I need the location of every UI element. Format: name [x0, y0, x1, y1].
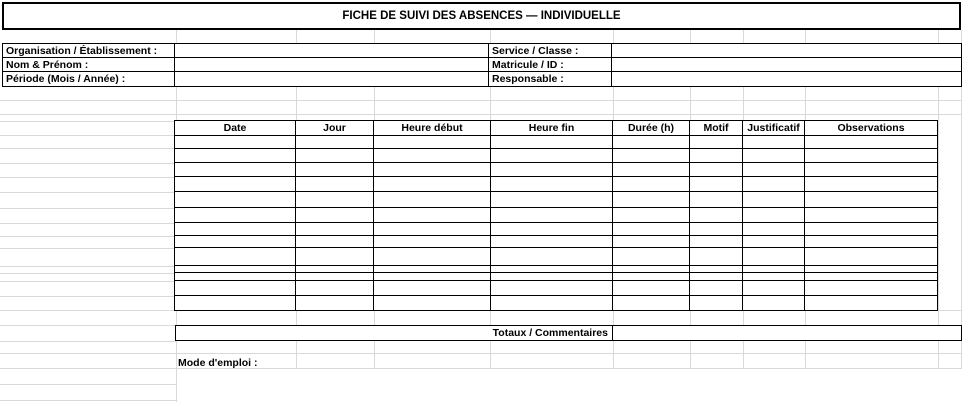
table-cell[interactable]	[805, 273, 938, 281]
table-cell[interactable]	[805, 281, 938, 296]
table-row	[175, 266, 938, 273]
table-cell[interactable]	[743, 223, 805, 236]
table-cell[interactable]	[613, 177, 690, 192]
table-cell[interactable]	[491, 136, 613, 149]
table-cell[interactable]	[374, 296, 491, 311]
table-cell[interactable]	[491, 192, 613, 208]
table-cell[interactable]	[613, 163, 690, 177]
table-cell[interactable]	[743, 266, 805, 273]
table-cell[interactable]	[296, 163, 374, 177]
table-cell[interactable]	[175, 236, 296, 248]
table-cell[interactable]	[491, 177, 613, 192]
table-cell[interactable]	[743, 208, 805, 223]
table-cell[interactable]	[743, 177, 805, 192]
table-cell[interactable]	[805, 177, 938, 192]
table-cell[interactable]	[613, 192, 690, 208]
table-cell[interactable]	[613, 223, 690, 236]
field-label-responsable: Responsable :	[489, 72, 612, 86]
table-cell[interactable]	[743, 136, 805, 149]
table-cell[interactable]	[743, 248, 805, 266]
column-header-observations: Observations	[805, 121, 938, 136]
table-row	[175, 248, 938, 266]
field-label-organisation: Organisation / Établissement :	[3, 44, 175, 58]
table-cell[interactable]	[491, 223, 613, 236]
table-cell[interactable]	[743, 163, 805, 177]
table-cell[interactable]	[613, 248, 690, 266]
table-row	[175, 296, 938, 311]
field-label-service: Service / Classe :	[489, 44, 612, 58]
table-cell[interactable]	[690, 149, 743, 163]
table-cell[interactable]	[374, 192, 491, 208]
table-cell[interactable]	[613, 266, 690, 273]
table-cell[interactable]	[613, 136, 690, 149]
column-header-date: Date	[175, 121, 296, 136]
field-input-responsable[interactable]	[612, 72, 961, 86]
table-cell[interactable]	[613, 296, 690, 311]
table-cell[interactable]	[491, 149, 613, 163]
table-cell[interactable]	[690, 208, 743, 223]
field-label-periode: Période (Mois / Année) :	[3, 72, 175, 86]
table-cell[interactable]	[690, 296, 743, 311]
table-cell[interactable]	[690, 177, 743, 192]
table-row	[175, 192, 938, 208]
totals-label: Totaux / Commentaires	[176, 326, 613, 340]
table-cell[interactable]	[374, 149, 491, 163]
table-cell[interactable]	[175, 192, 296, 208]
header-fields	[2, 43, 962, 87]
table-row	[175, 236, 938, 248]
table-row	[175, 273, 938, 281]
table-cell[interactable]	[805, 236, 938, 248]
table-row	[175, 177, 938, 192]
field-input-organisation[interactable]	[175, 44, 489, 58]
table-cell[interactable]	[805, 192, 938, 208]
table-cell[interactable]	[296, 281, 374, 296]
table-cell[interactable]	[374, 273, 491, 281]
table-cell[interactable]	[491, 296, 613, 311]
table-cell[interactable]	[491, 273, 613, 281]
column-header-justificatif: Justificatif	[743, 121, 805, 136]
field-label-nom-prenom: Nom & Prénom :	[3, 58, 175, 72]
table-cell[interactable]	[690, 223, 743, 236]
table-cell[interactable]	[296, 208, 374, 223]
table-cell[interactable]	[743, 281, 805, 296]
table-cell[interactable]	[690, 163, 743, 177]
table-cell[interactable]	[374, 136, 491, 149]
table-cell[interactable]	[805, 149, 938, 163]
table-cell[interactable]	[296, 266, 374, 273]
absence-table	[174, 120, 938, 311]
table-cell[interactable]	[491, 266, 613, 273]
table-cell[interactable]	[296, 223, 374, 236]
table-cell[interactable]	[175, 223, 296, 236]
table-cell[interactable]	[690, 266, 743, 273]
table-row	[175, 163, 938, 177]
table-cell[interactable]	[175, 273, 296, 281]
table-cell[interactable]	[743, 236, 805, 248]
field-input-matricule[interactable]	[612, 58, 961, 72]
table-cell[interactable]	[491, 281, 613, 296]
table-cell[interactable]	[690, 136, 743, 149]
table-cell[interactable]	[175, 208, 296, 223]
table-cell[interactable]	[175, 136, 296, 149]
table-cell[interactable]	[690, 248, 743, 266]
table-cell[interactable]	[613, 281, 690, 296]
column-header-motif: Motif	[690, 121, 743, 136]
field-input-periode[interactable]	[175, 72, 489, 86]
table-cell[interactable]	[374, 248, 491, 266]
table-cell[interactable]	[296, 149, 374, 163]
table-cell[interactable]	[296, 136, 374, 149]
table-cell[interactable]	[296, 248, 374, 266]
field-input-nom-prenom[interactable]	[175, 58, 489, 72]
table-cell[interactable]	[743, 149, 805, 163]
form-title: FICHE DE SUIVI DES ABSENCES — INDIVIDUELLE	[2, 2, 961, 30]
field-label-matricule: Matricule / ID :	[489, 58, 612, 72]
table-cell[interactable]	[690, 281, 743, 296]
table-cell[interactable]	[296, 236, 374, 248]
table-cell[interactable]	[805, 163, 938, 177]
table-cell[interactable]	[743, 296, 805, 311]
totals-row	[175, 325, 962, 341]
table-cell[interactable]	[743, 192, 805, 208]
column-header-durée-h-: Durée (h)	[613, 121, 690, 136]
table-cell[interactable]	[491, 208, 613, 223]
table-cell[interactable]	[805, 266, 938, 273]
table-cell[interactable]	[374, 177, 491, 192]
table-cell[interactable]	[805, 223, 938, 236]
table-cell[interactable]	[175, 296, 296, 311]
table-cell[interactable]	[374, 223, 491, 236]
totals-value-cell[interactable]	[613, 326, 961, 340]
column-header-heure-fin: Heure fin	[491, 121, 613, 136]
table-cell[interactable]	[613, 236, 690, 248]
table-cell[interactable]	[491, 163, 613, 177]
absence-table-header-row	[175, 121, 938, 136]
table-cell[interactable]	[613, 273, 690, 281]
table-cell[interactable]	[613, 149, 690, 163]
table-cell[interactable]	[690, 273, 743, 281]
field-input-service[interactable]	[612, 44, 961, 58]
absence-table-body	[175, 136, 938, 311]
table-cell[interactable]	[690, 192, 743, 208]
table-cell[interactable]	[296, 192, 374, 208]
table-cell[interactable]	[175, 149, 296, 163]
table-cell[interactable]	[175, 248, 296, 266]
table-cell[interactable]	[491, 248, 613, 266]
table-cell[interactable]	[690, 236, 743, 248]
table-row	[175, 208, 938, 223]
table-row	[175, 281, 938, 296]
table-cell[interactable]	[374, 281, 491, 296]
table-cell[interactable]	[296, 296, 374, 311]
table-cell[interactable]	[175, 281, 296, 296]
table-cell[interactable]	[805, 296, 938, 311]
table-row	[175, 149, 938, 163]
table-row	[175, 223, 938, 236]
table-cell[interactable]	[175, 266, 296, 273]
table-cell[interactable]	[175, 177, 296, 192]
mode-demploi-label: Mode d'emploi :	[178, 357, 258, 369]
table-cell[interactable]	[296, 177, 374, 192]
table-cell[interactable]	[374, 208, 491, 223]
table-cell[interactable]	[175, 163, 296, 177]
table-cell[interactable]	[374, 163, 491, 177]
column-header-heure-début: Heure début	[374, 121, 491, 136]
table-cell[interactable]	[374, 266, 491, 273]
table-cell[interactable]	[805, 248, 938, 266]
table-row	[175, 136, 938, 149]
table-cell[interactable]	[805, 208, 938, 223]
table-cell[interactable]	[296, 273, 374, 281]
table-cell[interactable]	[374, 236, 491, 248]
table-cell[interactable]	[743, 273, 805, 281]
column-header-jour: Jour	[296, 121, 374, 136]
table-cell[interactable]	[805, 136, 938, 149]
table-cell[interactable]	[491, 236, 613, 248]
table-cell[interactable]	[613, 208, 690, 223]
